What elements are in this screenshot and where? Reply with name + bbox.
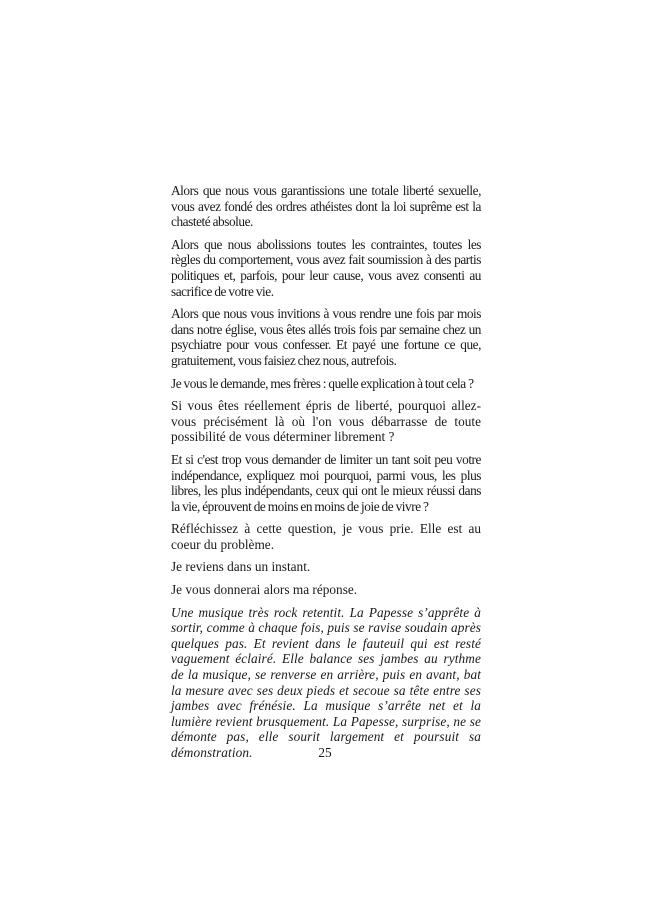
paragraph-2: Alors que nous abolissions toutes les contraintes, toutes les règles du comportement, vous avez fait soumission à des partis politiques et, parfois, pour leur cause, vous avez consenti au sacrifice de votre vie. [171, 236, 481, 299]
stage-direction: Une musique très rock retentit. La Papesse s’apprête à sortir, comme à chaque fois, puis se ravise soudain après quelques pas. Et revient dans le fauteuil qui est resté vaguement éclairé. Elle balance ses jambes au rythme de la musique, se renverse en arrière, puis en avant, bat la mesure avec ses deux pieds et secoue sa tête entre ses jambes avec frénésie. La musique s’arrête net et la lumière revient brusquement. La Papesse, surprise, ne se démonte pas, elle sourit largement et poursuit sa démonstration. [171, 604, 481, 760]
paragraph-1: Alors que nous vous garantissions une totale liberté sexuelle, vous avez fondé des ordres athéistes dont la loi suprême est la chasteté absolue. [171, 183, 481, 230]
paragraph-8: Je reviens dans un instant. [171, 559, 311, 575]
page-number: 25 [318, 745, 332, 760]
paragraph-5: Si vous êtes réellement épris de liberté, pourquoi allez-vous précisément là où l'on vous débarrasse de toute possibilité de vous déterminer librement ? [171, 398, 481, 445]
paragraph-4: Je vous le demande, mes frères : quelle explication à tout cela ? [171, 375, 474, 391]
paragraph-9: Je vous donnerai alors ma réponse. [171, 582, 358, 598]
paragraph-6: Et si c'est trop vous demander de limiter un tant soit peu votre indépendance, expliquez moi pourquoi, parmi vous, les plus libres, les plus indépendants, ceux qui ont le mieux réussi dans la vie, éprouvent de moins en moins de joie de vivre ? [171, 451, 481, 514]
paragraph-7: Réfléchissez à cette question, je vous prie. Elle est au coeur du problème. [171, 521, 481, 552]
page-body [171, 183, 481, 768]
paragraph-3: Alors que nous vous invitions à vous rendre une fois par mois dans notre église, vous êtes allés trois fois par semaine chez un psychiatre pour vous confesser. Et payé une fortune ce que, gratuitement, vous faisiez chez nous, autrefois. [171, 306, 481, 368]
